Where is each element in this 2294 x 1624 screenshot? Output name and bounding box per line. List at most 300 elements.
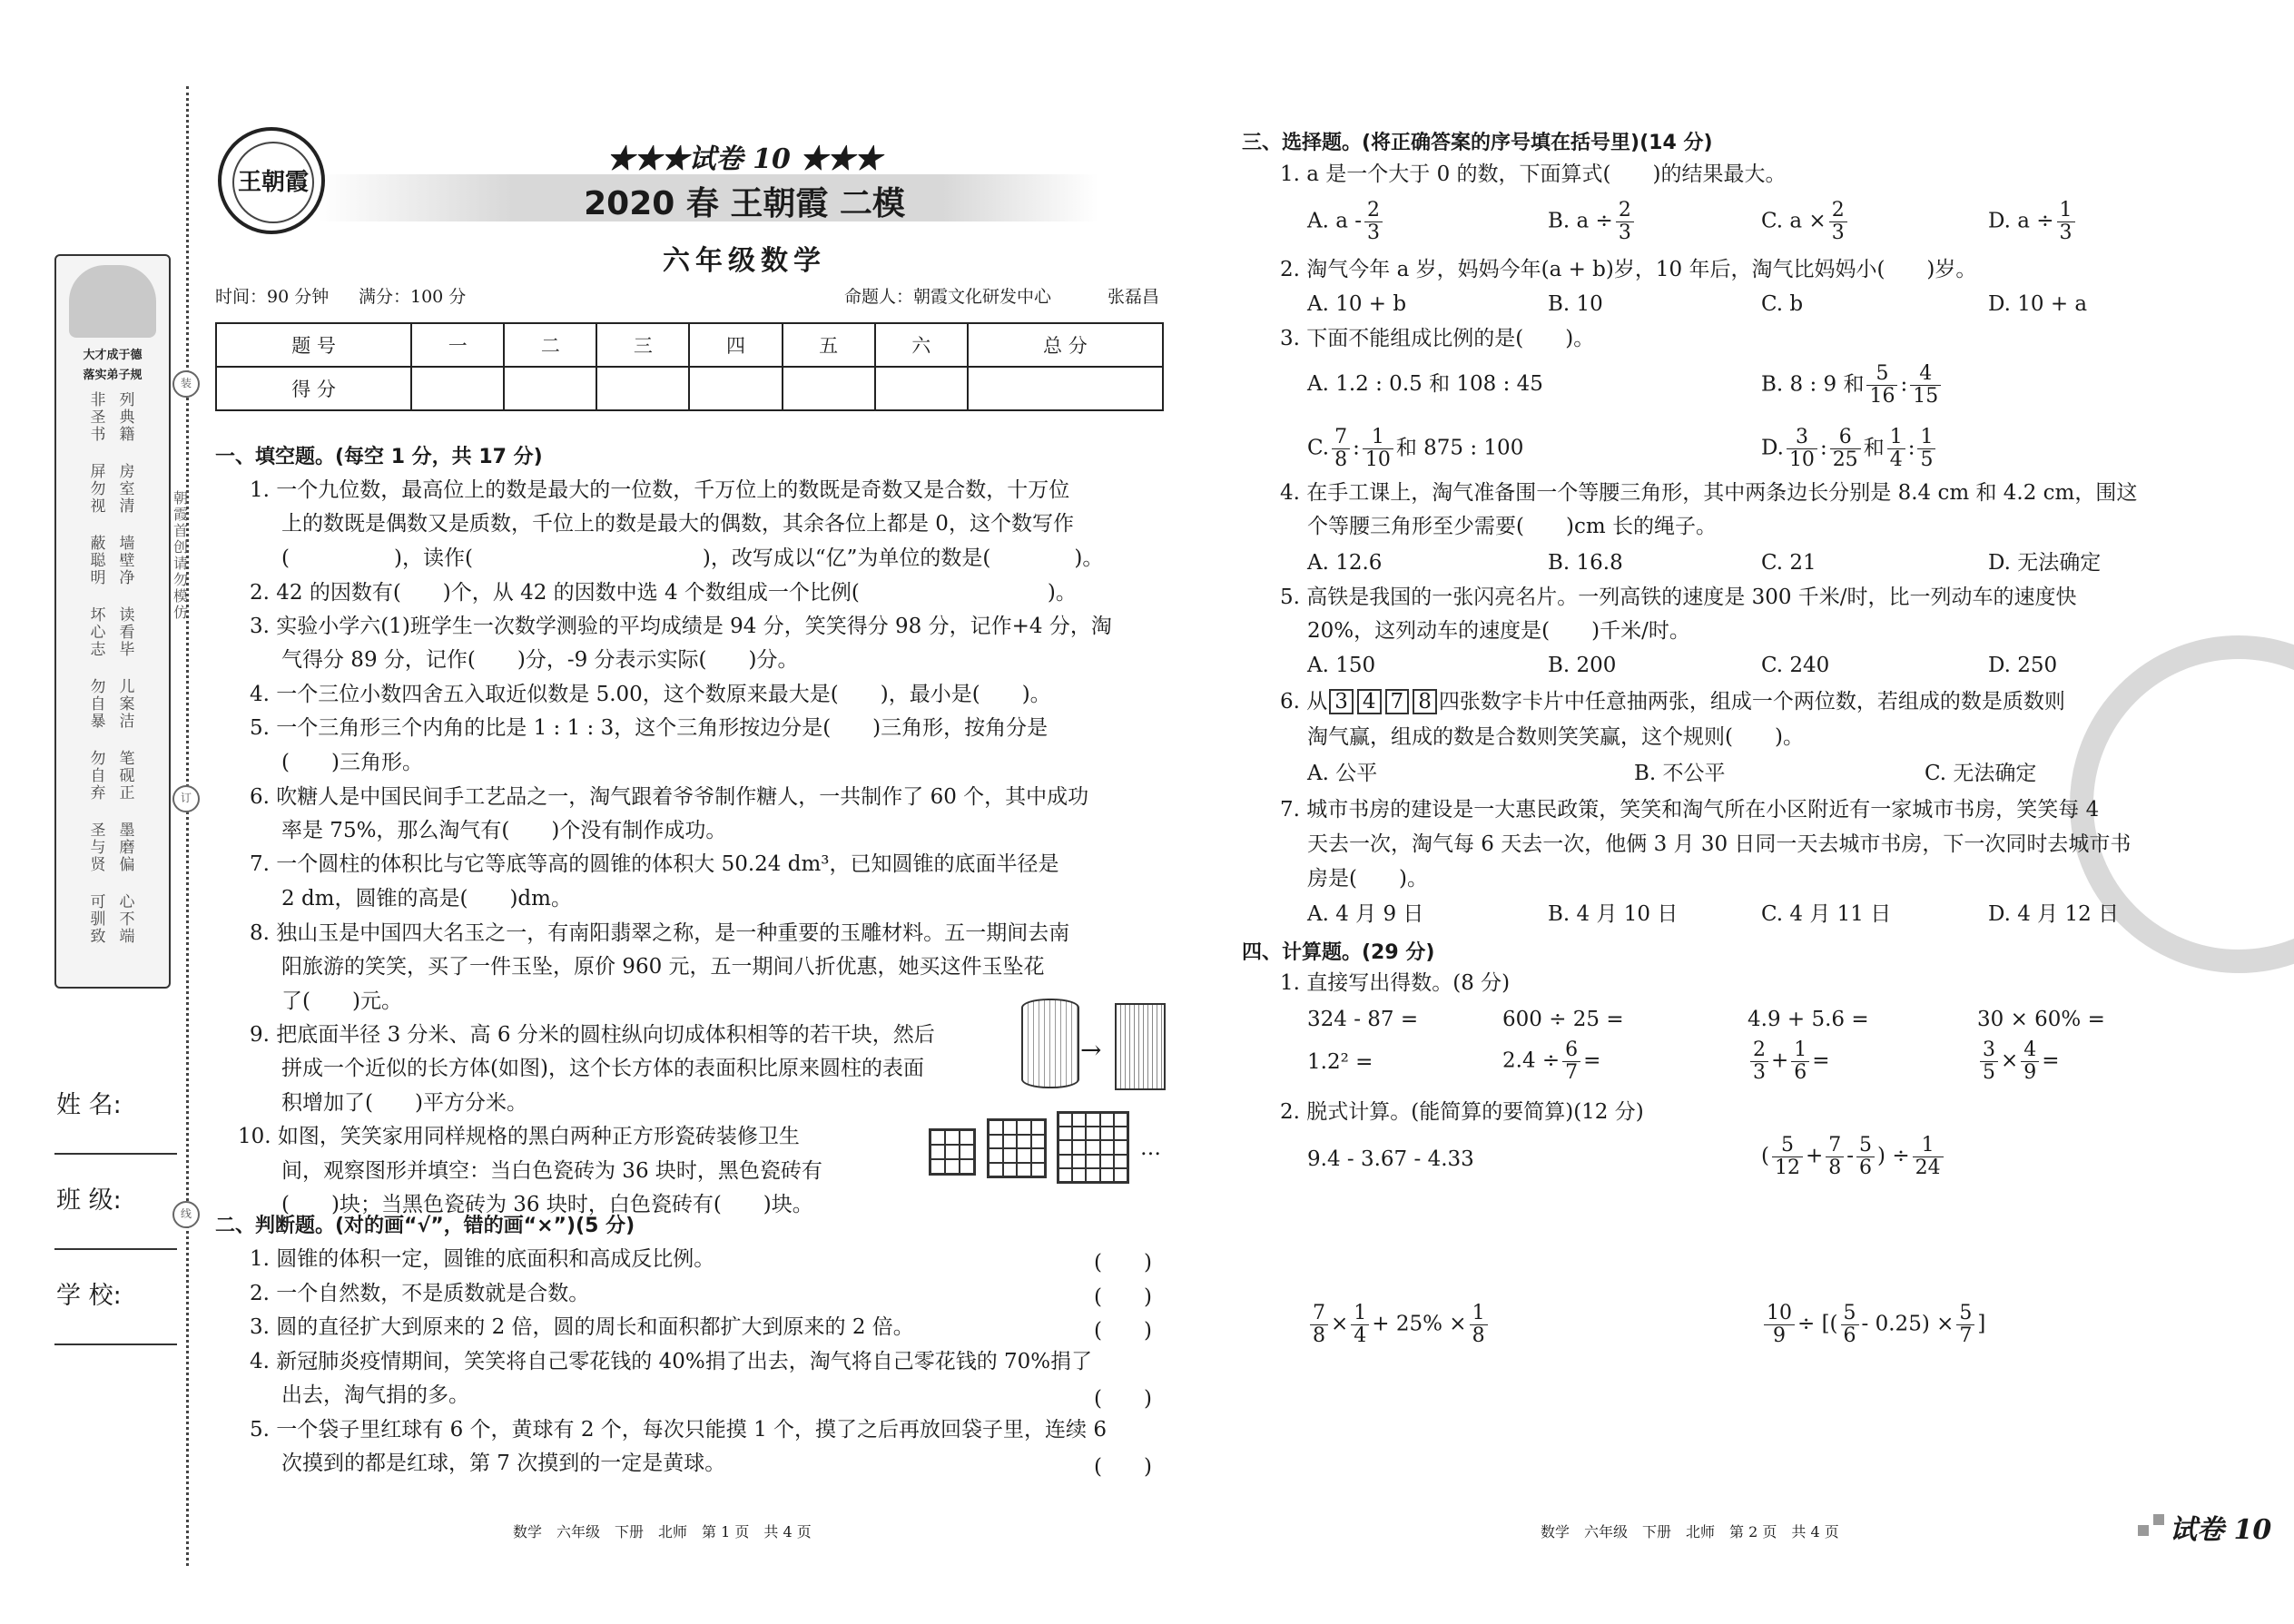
score-table-head bbox=[216, 323, 1163, 367]
fraction-denominator: 8 bbox=[1472, 1324, 1485, 1347]
tile bbox=[1031, 1148, 1046, 1163]
fraction bbox=[1310, 1303, 1328, 1347]
s3-q2-opt-b: B. 10 bbox=[1548, 292, 1603, 316]
tile-pattern-1 bbox=[929, 1128, 976, 1176]
fraction bbox=[1616, 200, 1634, 244]
s3-q5-opt-d: D. 250 bbox=[1988, 654, 2058, 677]
sidebar-verse: 屏勿视 bbox=[90, 463, 106, 516]
s3-q4a: 4. 在手工课上，淘气准备围一个等腰三角形，其中两条边长分别是 8.4 cm 和 4.2 cm，围这 bbox=[1280, 481, 2138, 505]
fraction-denominator: 7 bbox=[1959, 1324, 1973, 1347]
section1-line: 率是 75%，那么淘气有( )个没有制作成功。 bbox=[281, 819, 727, 842]
score-cell[interactable] bbox=[875, 367, 968, 410]
corner-square bbox=[2138, 1525, 2149, 1536]
score-cell[interactable] bbox=[968, 367, 1163, 410]
sidebar-slogan-1: 大才成于德 bbox=[83, 349, 143, 362]
section1-line: 气得分 89 分，记作( )分，-9 分表示实际( )分。 bbox=[281, 648, 799, 672]
section1-line: 1. 一个九位数，最高位上的数是最大的一位数，千万位上的数既是奇数又是合数，十万位 bbox=[250, 478, 1070, 502]
author: 命题人：朝霞文化研发中心 bbox=[844, 287, 1052, 307]
fraction-numerator: 4 bbox=[1910, 363, 1941, 386]
s4-expr-2 bbox=[1761, 1135, 1946, 1179]
s3-q4b: 个等腰三角形至少需要( )cm 长的绳子。 bbox=[1307, 515, 1717, 538]
fraction bbox=[1841, 1303, 1859, 1347]
s3-q7-opt-c: C. 4 月 11 日 bbox=[1761, 902, 1892, 926]
tile bbox=[1072, 1168, 1086, 1182]
tile bbox=[1072, 1127, 1086, 1140]
s3-q4-opt-b: B. 16.8 bbox=[1548, 551, 1623, 575]
fraction-denominator: 6 bbox=[1859, 1156, 1873, 1179]
s3-q5-opt-b: B. 200 bbox=[1548, 654, 1617, 677]
fraction bbox=[1562, 1039, 1580, 1084]
section2-line: 4. 新冠肺炎疫情期间，笑笑将自己零花钱的 40%捐了出去，淘气将自己零花钱的 70%捐了 bbox=[250, 1350, 1093, 1373]
tile bbox=[1058, 1168, 1072, 1182]
fraction bbox=[1956, 1303, 1974, 1347]
fraction-denominator: 5 bbox=[1983, 1061, 1995, 1084]
sidebar-slogan-2: 落实弟子规 bbox=[83, 369, 143, 382]
sidebar-verse: 勿自弃 bbox=[90, 750, 106, 802]
section2-line: 1. 圆锥的体积一定，圆锥的底面积和高成反比例。 bbox=[250, 1247, 715, 1271]
s3-q1-option bbox=[1761, 200, 1850, 244]
sidebar-verse-pair bbox=[64, 822, 162, 874]
subject-title: 六年级数学 bbox=[663, 245, 826, 277]
fraction bbox=[1351, 1303, 1369, 1347]
score-head-cell: 三 bbox=[596, 323, 689, 367]
fraction bbox=[1830, 427, 1861, 471]
tile bbox=[960, 1130, 974, 1145]
tile bbox=[1058, 1140, 1072, 1154]
number-card: 3 bbox=[1329, 689, 1354, 714]
tile bbox=[960, 1145, 974, 1159]
fraction-numerator: 4 bbox=[2021, 1039, 2039, 1062]
tile bbox=[1058, 1155, 1072, 1168]
tile bbox=[989, 1120, 1003, 1135]
scholar-figure-icon bbox=[69, 265, 156, 338]
fraction bbox=[1856, 1135, 1875, 1179]
fraction-numerator: 5 bbox=[1956, 1303, 1974, 1325]
section1-line: 9. 把底面半径 3 分米、高 6 分米的圆柱纵向切成体积相等的若干块，然后 bbox=[250, 1023, 935, 1047]
math-text: = bbox=[2042, 1048, 2060, 1073]
brand-logo-text: 王朝霞 bbox=[232, 142, 314, 223]
fraction bbox=[2021, 1039, 2039, 1084]
s4-expr-1: 9.4 - 3.67 - 4.33 bbox=[1307, 1147, 1474, 1171]
fraction-denominator: 9 bbox=[1773, 1324, 1786, 1347]
answer-paren: ( ) bbox=[1094, 1319, 1152, 1343]
paper-number-tag: 试卷 10 bbox=[2170, 1514, 2272, 1546]
fraction-denominator: 3 bbox=[1367, 221, 1381, 244]
math-text: : bbox=[1353, 436, 1360, 460]
fraction-numerator: 7 bbox=[1310, 1303, 1328, 1325]
tile bbox=[1100, 1127, 1114, 1140]
tile bbox=[989, 1135, 1003, 1149]
score-row-label: 得 分 bbox=[216, 367, 411, 410]
tile-pattern-2 bbox=[987, 1118, 1047, 1178]
sidebar-verse-pair bbox=[64, 464, 162, 516]
binding-stamp-1: 装 bbox=[172, 370, 200, 398]
tile bbox=[1003, 1135, 1018, 1149]
fraction bbox=[2057, 200, 2075, 244]
section1-line: 上的数既是偶数又是质数，千位上的数是最大的偶数，其余各位上都是 0，这个数写作 bbox=[281, 512, 1074, 536]
s3-q1: 1. a 是一个大于 0 的数，下面算式( )的结果最大。 bbox=[1280, 162, 1787, 186]
sidebar-verse-pair bbox=[64, 679, 162, 731]
section3-title: 三、选择题。(将正确答案的序号填在括号里)(14 分) bbox=[1242, 132, 1713, 154]
section1-title: 一、填空题。(每空 1 分，共 17 分) bbox=[215, 446, 543, 468]
tile bbox=[1114, 1113, 1127, 1127]
tile bbox=[1100, 1155, 1114, 1168]
tile bbox=[1114, 1127, 1127, 1140]
s3-q3: 3. 下面不能组成比例的是( )。 bbox=[1280, 327, 1595, 350]
score-head-cell: 一 bbox=[411, 323, 504, 367]
section2-line: 出去，淘气捐的多。 bbox=[281, 1383, 469, 1407]
s3-q5a: 5. 高铁是我国的一张闪亮名片。一列高铁的速度是 300 千米/时，比一列动车的速度快 bbox=[1280, 586, 2077, 609]
binding-dotted-line bbox=[186, 86, 189, 1566]
brand-logo bbox=[218, 127, 325, 234]
fraction-numerator: 2 bbox=[1364, 200, 1383, 222]
s3-q2-opt-c: C. b bbox=[1761, 292, 1804, 316]
math-text: ÷ [( bbox=[1797, 1312, 1838, 1336]
name-label: 姓 名: bbox=[56, 1091, 122, 1119]
section1-line: 了( )元。 bbox=[281, 989, 402, 1013]
s4-expr-4 bbox=[1761, 1303, 1985, 1347]
score-head-cell: 二 bbox=[504, 323, 596, 367]
fraction-numerator: 1 bbox=[1470, 1303, 1488, 1325]
fraction-numerator: 1 bbox=[1887, 427, 1905, 449]
s3-q2-opt-d: D. 10 + a bbox=[1988, 292, 2088, 316]
section1-line: 阳旅游的笑笑，买了一件玉坠，原价 960 元，五一期间八折优惠，她买这件玉坠花 bbox=[281, 955, 1045, 979]
cylinder-figure bbox=[1021, 999, 1079, 1088]
math-text: + bbox=[1771, 1048, 1789, 1073]
math-text: + 25% × bbox=[1372, 1312, 1467, 1336]
s4-calc-8 bbox=[1977, 1039, 2060, 1084]
s3-q7-opt-a: A. 4 月 9 日 bbox=[1307, 902, 1424, 926]
s3-q6-opt-a: A. 公平 bbox=[1307, 762, 1378, 785]
section1-line: 4. 一个三位小数四舍五入取近似数是 5.00，这个数原来最大是( )，最小是( )。 bbox=[250, 683, 1051, 706]
arrow-icon: → bbox=[1080, 1035, 1102, 1065]
s3-q1-option bbox=[1307, 200, 1385, 244]
fraction bbox=[1917, 427, 1935, 471]
score-cell[interactable] bbox=[689, 367, 782, 410]
fraction-numerator: 7 bbox=[1332, 427, 1350, 449]
fraction-denominator: 7 bbox=[1565, 1061, 1579, 1084]
s4-expr-3 bbox=[1307, 1303, 1491, 1347]
tile bbox=[945, 1159, 960, 1174]
fraction bbox=[1750, 1039, 1768, 1084]
sidebar-verse-pair bbox=[64, 894, 162, 946]
cuboid-figure bbox=[1115, 1003, 1166, 1090]
number-card: 4 bbox=[1357, 689, 1382, 714]
tile bbox=[930, 1159, 945, 1174]
s3-q1-option bbox=[1988, 200, 2078, 244]
math-text: A. a - bbox=[1307, 209, 1363, 233]
tile bbox=[1031, 1120, 1046, 1135]
fraction-numerator: 2 bbox=[1616, 200, 1634, 222]
number-card: 7 bbox=[1385, 689, 1410, 714]
tile-pattern-3 bbox=[1057, 1111, 1129, 1184]
s3-q3-opt-a: A. 1.2 : 0.5 和 108 : 45 bbox=[1307, 372, 1543, 396]
section1-line: ( )三角形。 bbox=[281, 751, 423, 774]
footer-right: 数学 六年级 下册 北师 第 2 页 共 4 页 bbox=[1541, 1523, 1839, 1540]
sidebar-verse: 墙壁净 bbox=[119, 535, 135, 587]
tile bbox=[1114, 1168, 1127, 1182]
school-label: 学 校: bbox=[56, 1282, 122, 1310]
main-title: 2020 春 王朝霞 二模 bbox=[584, 185, 905, 222]
corner-square bbox=[2153, 1514, 2164, 1525]
tile bbox=[1017, 1163, 1031, 1177]
section2-line: 5. 一个袋子里红球有 6 个，黄球有 2 个，每次只能摸 1 个，摸了之后再放回袋子里，连续 6 bbox=[250, 1418, 1107, 1442]
tile bbox=[930, 1130, 945, 1145]
math-text: - bbox=[1846, 1144, 1855, 1168]
math-text: B. 8 : 9 和 bbox=[1761, 372, 1865, 397]
section1-line: 8. 独山玉是中国四大名玉之一，有南阳翡翠之称，是一种重要的玉雕材料。五一期间去南 bbox=[250, 921, 1070, 945]
sidebar-verse-grid bbox=[64, 392, 162, 973]
fraction-numerator: 1 bbox=[1363, 427, 1393, 449]
fraction-numerator: 5 bbox=[1772, 1135, 1803, 1157]
s3-q6 bbox=[1280, 688, 2065, 715]
fraction bbox=[1764, 1303, 1795, 1347]
math-text: 6. 从 bbox=[1280, 690, 1328, 714]
s3-q1-option bbox=[1548, 200, 1637, 244]
sidebar-verse-pair bbox=[64, 392, 162, 444]
tile bbox=[1100, 1168, 1114, 1182]
tile bbox=[1003, 1163, 1018, 1177]
fraction-denominator: 4 bbox=[1889, 448, 1903, 471]
fraction-denominator: 16 bbox=[1869, 385, 1895, 408]
author-name: 张磊昌 bbox=[1108, 287, 1160, 307]
section2-line: 2. 一个自然数，不是质数就是合数。 bbox=[250, 1282, 590, 1305]
tile bbox=[1114, 1140, 1127, 1154]
tile bbox=[1086, 1155, 1099, 1168]
fraction-denominator: 10 bbox=[1788, 448, 1815, 471]
math-text: B. a ÷ bbox=[1548, 209, 1613, 233]
fraction-denominator: 8 bbox=[1334, 448, 1348, 471]
fraction-numerator: 5 bbox=[1841, 1303, 1859, 1325]
fraction-numerator: 3 bbox=[1980, 1039, 1998, 1062]
s3-q6-opt-b: B. 不公平 bbox=[1634, 762, 1726, 785]
math-text: 和 bbox=[1863, 436, 1885, 460]
tile bbox=[1003, 1148, 1018, 1163]
score-head-cell: 四 bbox=[689, 323, 782, 367]
sidebar-verse: 墨磨偏 bbox=[119, 822, 135, 874]
section1-line: 6. 吹糖人是中国民间手工艺品之一，淘气跟着爷爷制作糖人，一共制作了 60 个，其中成功 bbox=[250, 785, 1089, 809]
score-cell[interactable] bbox=[596, 367, 689, 410]
sidebar-verse: 笔砚正 bbox=[119, 750, 135, 802]
s3-q5-opt-a: A. 150 bbox=[1307, 654, 1376, 677]
fraction-numerator: 7 bbox=[1826, 1135, 1844, 1157]
math-text: 四张数字卡片中任意抽两张，组成一个两位数，若组成的数是质数则 bbox=[1438, 690, 2065, 714]
math-text: 2.4 ÷ bbox=[1502, 1048, 1561, 1073]
fraction-denominator: 3 bbox=[1753, 1061, 1766, 1084]
sidebar-verse: 列典籍 bbox=[119, 391, 135, 444]
s3-q4-opt-c: C. 21 bbox=[1761, 551, 1816, 575]
tile bbox=[1086, 1127, 1099, 1140]
math-text: ( bbox=[1761, 1144, 1769, 1168]
section1-line: 2 dm，圆锥的高是( )dm。 bbox=[281, 887, 572, 910]
tile bbox=[1114, 1155, 1127, 1168]
score-cell[interactable] bbox=[783, 367, 875, 410]
s3-q3-opt-b bbox=[1761, 363, 1944, 408]
school-line bbox=[54, 1343, 177, 1345]
tile bbox=[1031, 1135, 1046, 1149]
fraction bbox=[1791, 1039, 1809, 1084]
math-text: : bbox=[1819, 436, 1827, 460]
fraction-numerator: 1 bbox=[1917, 427, 1935, 449]
tile bbox=[1072, 1113, 1086, 1127]
score-head-cell: 六 bbox=[875, 323, 968, 367]
math-text: ] bbox=[1977, 1312, 1986, 1336]
fraction bbox=[1363, 427, 1393, 471]
fraction-denominator: 15 bbox=[1913, 385, 1939, 408]
fraction bbox=[1866, 363, 1897, 408]
sidebar-verse-pair bbox=[64, 536, 162, 587]
section1-line: 积增加了( )平方分米。 bbox=[281, 1091, 527, 1115]
tile bbox=[1086, 1113, 1099, 1127]
section4-title: 四、计算题。(29 分) bbox=[1242, 941, 1435, 964]
answer-paren: ( ) bbox=[1094, 1455, 1152, 1479]
sidebar-verse: 勿自暴 bbox=[90, 678, 106, 731]
math-text: C. a × bbox=[1761, 209, 1826, 233]
fraction bbox=[1887, 427, 1905, 471]
section1-line: 间，观察图形并填空：当白色瓷砖为 36 块时，黑色瓷砖有 bbox=[281, 1159, 822, 1183]
tile bbox=[1058, 1127, 1072, 1140]
fraction-numerator: 3 bbox=[1787, 427, 1817, 449]
section1-line: 2. 42 的因数有( )个，从 42 的因数中选 4 个数组成一个比例( )。 bbox=[250, 581, 1077, 605]
name-line bbox=[54, 1153, 177, 1155]
section1-line: ( )，读作( )，改写成以“亿”为单位的数是( )。 bbox=[281, 546, 1104, 570]
fraction bbox=[1910, 363, 1941, 408]
s3-q2-opt-a: A. 10 + b bbox=[1307, 292, 1407, 316]
fraction-denominator: 12 bbox=[1774, 1156, 1800, 1179]
fraction bbox=[1364, 200, 1383, 244]
fraction-denominator: 8 bbox=[1828, 1156, 1842, 1179]
fraction-denominator: 24 bbox=[1915, 1156, 1941, 1179]
tile bbox=[1086, 1140, 1099, 1154]
sidebar-verse-pair bbox=[64, 607, 162, 659]
exam-time: 时间：90 分钟 bbox=[215, 287, 330, 307]
math-text: - 0.25) × bbox=[1861, 1312, 1954, 1336]
math-text: = bbox=[1583, 1048, 1601, 1073]
section2-title: 二、判断题。(对的画“√”，错的画“×”)(5 分) bbox=[215, 1215, 635, 1237]
s3-q7b: 天去一次，淘气每 6 天去一次，他俩 3 月 30 日同一天去城市书房，下一次同时去城市书 bbox=[1307, 832, 2132, 856]
s4-calc-3: 4.9 + 5.6 = bbox=[1748, 1008, 1869, 1031]
fraction-numerator: 1 bbox=[1791, 1039, 1809, 1062]
section2-line: 3. 圆的直径扩大到原来的 2 倍，圆的周长和面积都扩大到原来的 2 倍。 bbox=[250, 1315, 914, 1339]
s3-q4-opt-a: A. 12.6 bbox=[1307, 551, 1383, 575]
tile bbox=[1017, 1120, 1031, 1135]
fraction bbox=[1829, 200, 1847, 244]
tile bbox=[945, 1145, 960, 1159]
answer-paren: ( ) bbox=[1094, 1251, 1152, 1275]
tile bbox=[1058, 1113, 1072, 1127]
fraction-denominator: 25 bbox=[1832, 448, 1858, 471]
fraction-denominator: 10 bbox=[1364, 448, 1391, 471]
s4-calc-4: 30 × 60% = bbox=[1977, 1008, 2105, 1031]
s3-q6-opt-c: C. 无法确定 bbox=[1925, 762, 2037, 785]
score-table-row bbox=[216, 367, 1163, 410]
math-text: : bbox=[1907, 436, 1915, 460]
section1-line: 10. 如图，笑笑家用同样规格的黑白两种正方形瓷砖装修卫生 bbox=[238, 1125, 800, 1148]
sidebar-verse: 坏心志 bbox=[90, 606, 106, 659]
fraction-numerator: 6 bbox=[1830, 427, 1861, 449]
fraction bbox=[1470, 1303, 1488, 1347]
fraction-denominator: 4 bbox=[1354, 1324, 1367, 1347]
s3-q7-opt-b: B. 4 月 10 日 bbox=[1548, 902, 1679, 926]
tile bbox=[1072, 1140, 1086, 1154]
tile bbox=[1072, 1155, 1086, 1168]
score-cell[interactable] bbox=[504, 367, 596, 410]
tile bbox=[1017, 1148, 1031, 1163]
sidebar-verse-pair bbox=[64, 751, 162, 802]
fraction bbox=[1913, 1135, 1944, 1179]
score-table bbox=[215, 322, 1164, 411]
tile bbox=[989, 1148, 1003, 1163]
fraction-numerator: 1 bbox=[1913, 1135, 1944, 1157]
sidebar-verse: 读看毕 bbox=[119, 606, 135, 659]
s3-q4-opt-d: D. 无法确定 bbox=[1988, 551, 2102, 575]
fraction-denominator: 3 bbox=[1831, 221, 1845, 244]
tile bbox=[1100, 1140, 1114, 1154]
fraction-numerator: 2 bbox=[1750, 1039, 1768, 1062]
full-score: 满分：100 分 bbox=[359, 287, 467, 307]
s4-q2: 2. 脱式计算。(能简算的要简算)(12 分) bbox=[1280, 1100, 1644, 1124]
fraction-denominator: 8 bbox=[1313, 1324, 1325, 1347]
tile bbox=[1031, 1163, 1046, 1177]
fraction bbox=[1980, 1039, 1998, 1084]
s3-q7-opt-d: D. 4 月 12 日 bbox=[1988, 902, 2120, 926]
fraction-denominator: 5 bbox=[1920, 448, 1934, 471]
tile bbox=[1100, 1113, 1114, 1127]
s3-q3-opt-c bbox=[1307, 427, 1523, 471]
score-cell[interactable] bbox=[411, 367, 504, 410]
s3-q2: 2. 淘气今年 a 岁，妈妈今年(a + b)岁，10 年后，淘气比妈妈小( )岁。 bbox=[1280, 258, 1977, 281]
class-line bbox=[54, 1248, 177, 1250]
s3-q5b: 20%，这列动车的速度是( )千米/时。 bbox=[1307, 619, 1690, 643]
sidebar-verse: 房室清 bbox=[119, 463, 135, 516]
tile bbox=[960, 1159, 974, 1174]
section1-line: 拼成一个近似的长方体(如图)，这个长方体的表面积比原来圆柱的表面 bbox=[281, 1057, 924, 1080]
score-head-cell: 五 bbox=[783, 323, 875, 367]
fraction-denominator: 3 bbox=[2059, 221, 2072, 244]
score-head-cell: 题 号 bbox=[216, 323, 411, 367]
s4-calc-2: 600 ÷ 25 = bbox=[1502, 1008, 1624, 1031]
tile bbox=[945, 1130, 960, 1145]
sidebar-verse: 蔽聪明 bbox=[90, 535, 106, 587]
footer-left: 数学 六年级 下册 北师 第 1 页 共 4 页 bbox=[513, 1523, 812, 1540]
vertical-note: 朝霞首创 请勿模仿 bbox=[172, 489, 188, 621]
math-text: D. bbox=[1761, 436, 1784, 460]
math-text: C. bbox=[1307, 436, 1330, 460]
sidebar-verse: 圣与贤 bbox=[90, 822, 106, 874]
fraction bbox=[1332, 427, 1350, 471]
math-text: D. a ÷ bbox=[1988, 209, 2054, 233]
s4-q1: 1. 直接写出得数。(8 分) bbox=[1280, 971, 1511, 995]
tile bbox=[1017, 1135, 1031, 1149]
fraction-numerator: 10 bbox=[1764, 1303, 1795, 1325]
fraction-numerator: 2 bbox=[1829, 200, 1847, 222]
math-text: ) ÷ bbox=[1877, 1144, 1910, 1168]
section1-line: ( )块；当黑色瓷砖为 36 块时，白色瓷砖有( )块。 bbox=[281, 1193, 813, 1216]
math-text: : bbox=[1900, 372, 1908, 397]
s3-q3-opt-d bbox=[1761, 427, 1938, 471]
section1-line: 5. 一个三角形三个内角的比是 1 : 1 : 3，这个三角形按边分是( )三角形，按角分是 bbox=[250, 716, 1049, 740]
s4-calc-1: 324 - 87 = bbox=[1307, 1008, 1419, 1031]
fraction bbox=[1787, 427, 1817, 471]
math-text: × bbox=[1331, 1312, 1349, 1336]
s4-calc-6 bbox=[1502, 1039, 1600, 1084]
tile bbox=[930, 1145, 945, 1159]
fraction-denominator: 3 bbox=[1618, 221, 1631, 244]
number-card: 8 bbox=[1413, 689, 1437, 714]
section2-line: 次摸到的都是红球，第 7 次摸到的一定是黄球。 bbox=[281, 1452, 726, 1475]
tile bbox=[1003, 1120, 1018, 1135]
fraction-numerator: 1 bbox=[1351, 1303, 1369, 1325]
